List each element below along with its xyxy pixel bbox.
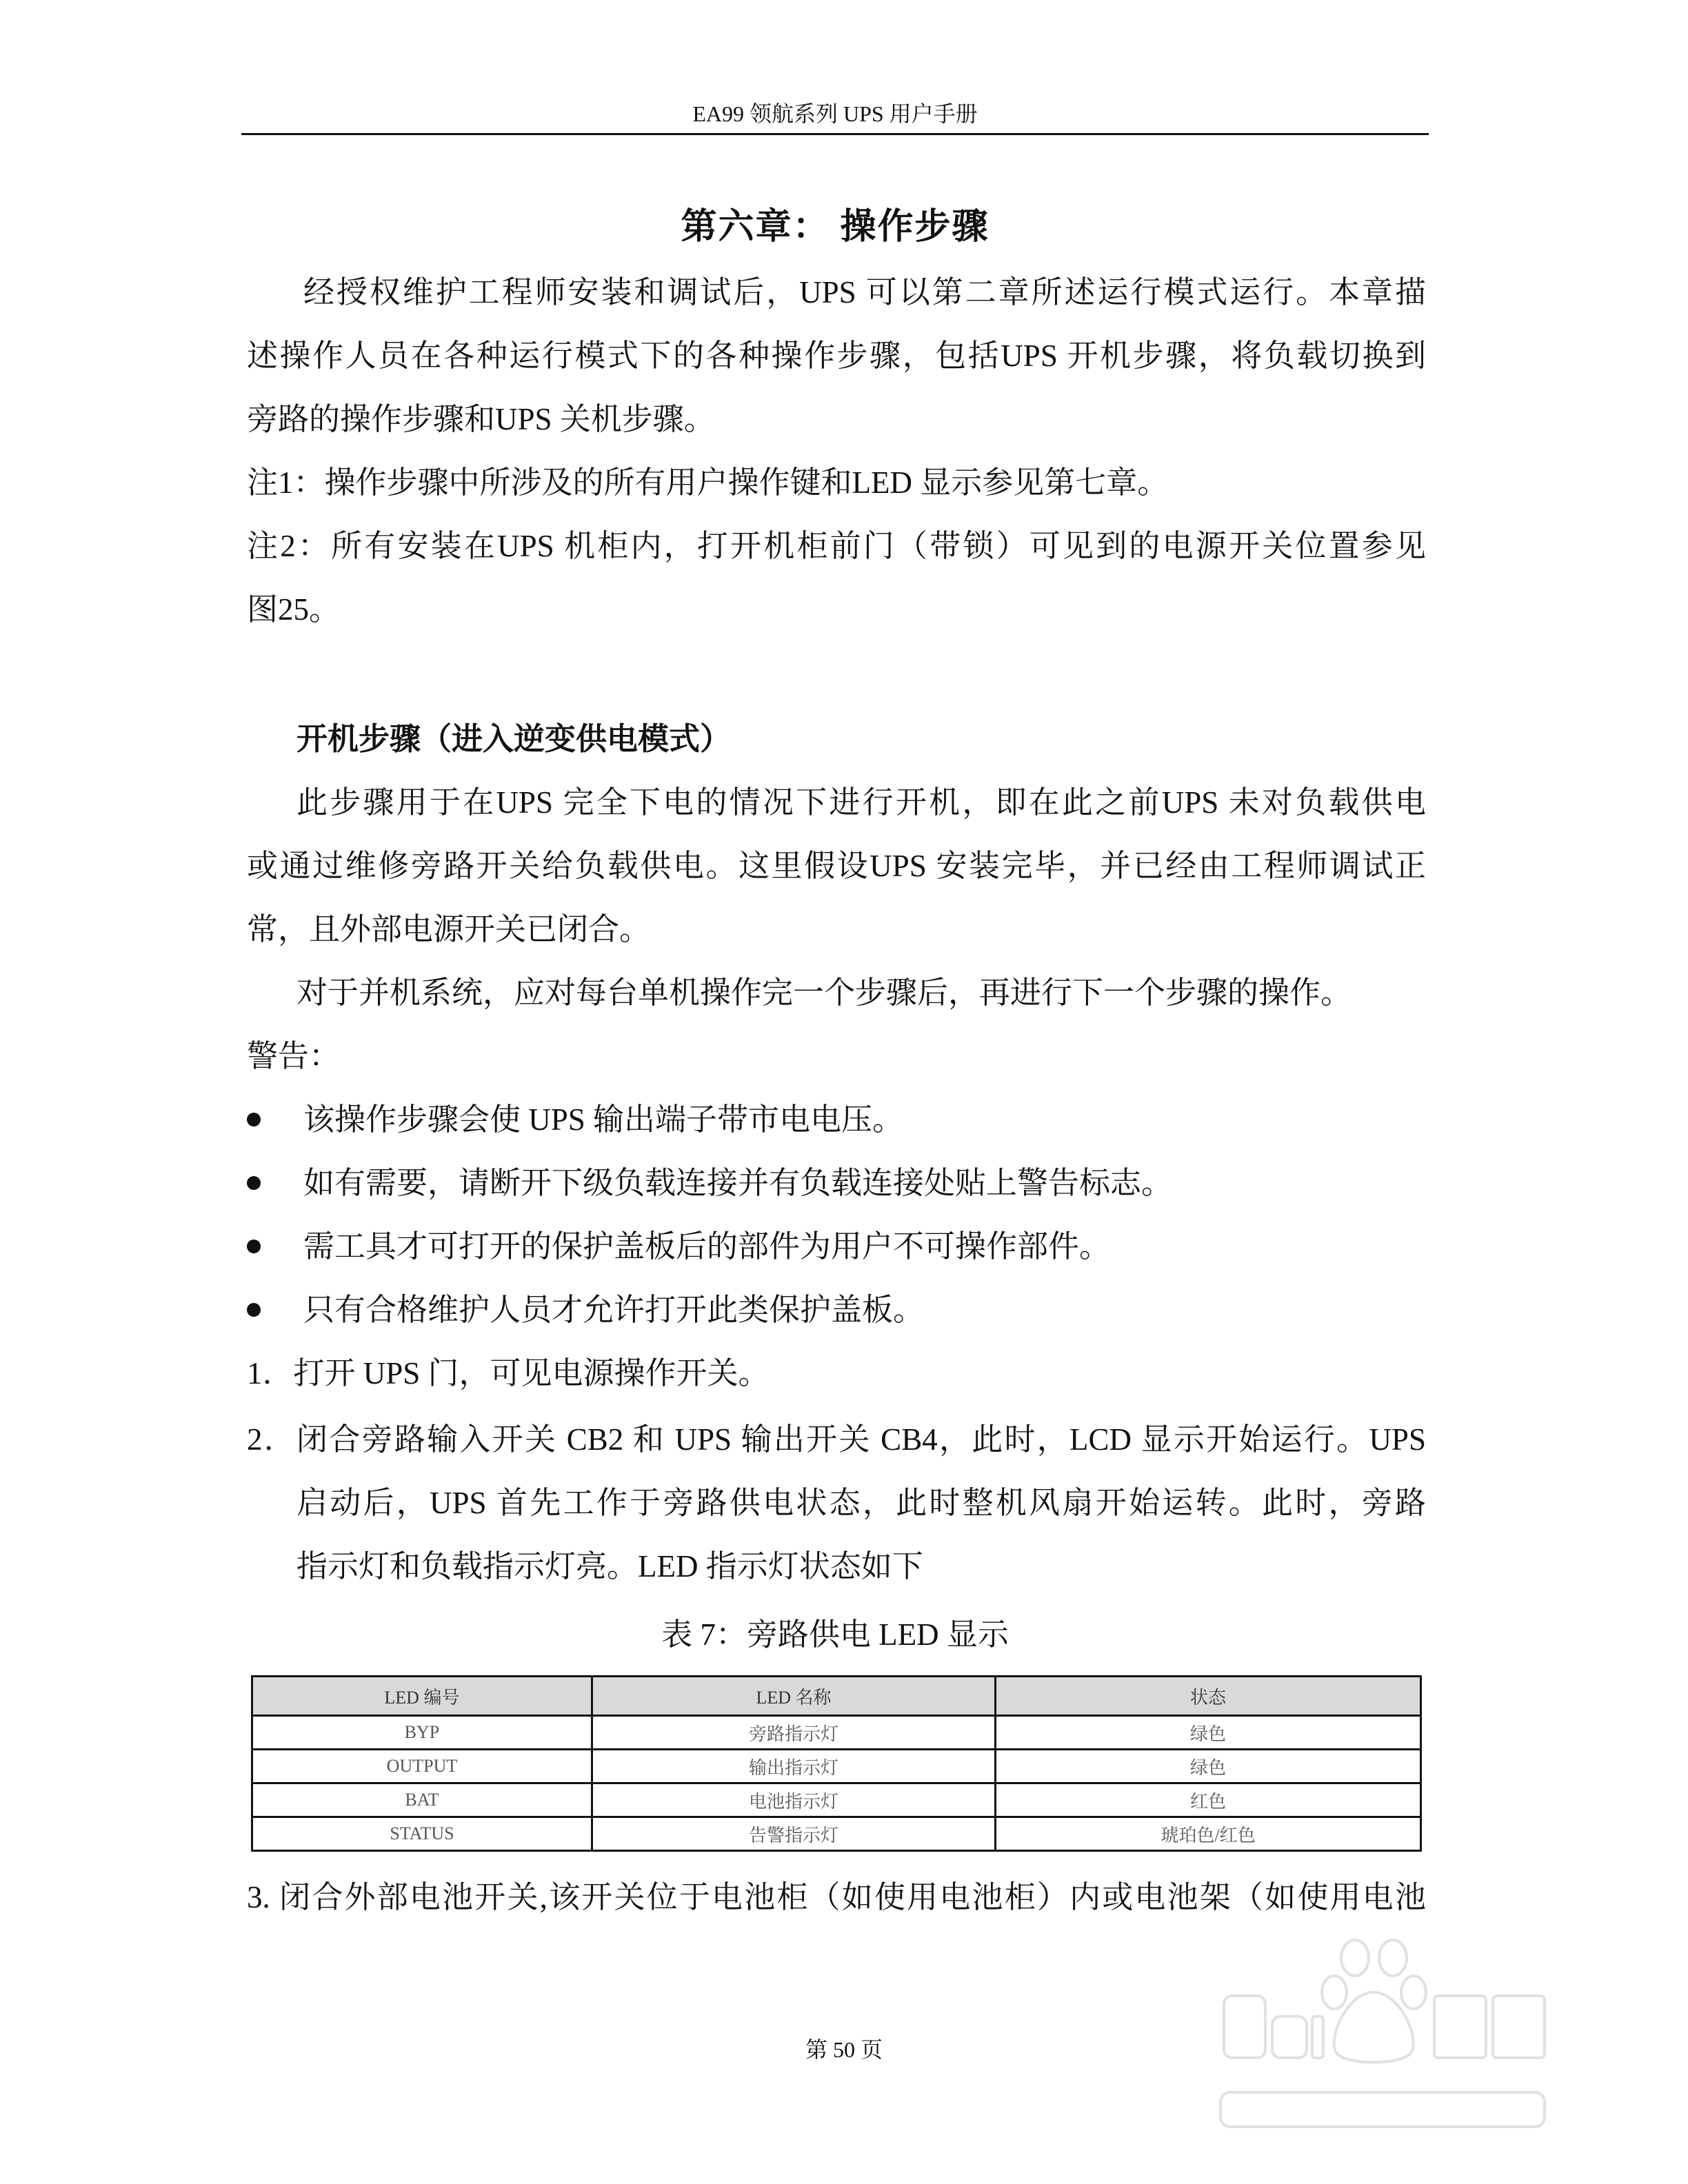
step-line: 指示灯和负载指示灯亮。LED 指示灯状态如下 bbox=[297, 1549, 923, 1584]
warning-item: 如有需要，请断开下级负载连接并有负载连接处贴上警告标志。 bbox=[303, 1166, 1173, 1200]
warning-item: 该操作步骤会使 UPS 输出端子带市电电压。 bbox=[303, 1102, 904, 1137]
table-cell: BYP bbox=[252, 1716, 592, 1750]
table-cell: 绿色 bbox=[996, 1750, 1421, 1783]
table-row bbox=[252, 1817, 1421, 1851]
page-header: EA99 领航系列 UPS 用户手册 bbox=[692, 101, 978, 126]
step-line: 1．打开 UPS 门，可见电源操作开关。 bbox=[247, 1356, 770, 1391]
table-cell: 输出指示灯 bbox=[592, 1750, 995, 1783]
table-cell: 红色 bbox=[996, 1783, 1421, 1817]
section-para-line: 对于并机系统，应对每台单机操作完一个步骤后，再进行下一个步骤的操作。 bbox=[297, 975, 1352, 1010]
bullet-icon bbox=[247, 1303, 261, 1317]
table-row bbox=[252, 1716, 1421, 1750]
header-rule bbox=[241, 133, 1429, 135]
table-header-row bbox=[252, 1677, 1421, 1716]
table-row bbox=[252, 1783, 1421, 1817]
intro-line: 述操作人员在各种运行模式下的各种操作步骤，包括UPS 开机步骤，将负载切换到 bbox=[247, 338, 1426, 373]
table-cell: BAT bbox=[252, 1783, 592, 1817]
section-para-line: 或通过维修旁路开关给负载供电。这里假设UPS 安装完毕，并已经由工程师调试正 bbox=[247, 849, 1426, 883]
step-line: 启动后，UPS 首先工作于旁路供电状态，此时整机风扇开始运转。此时，旁路 bbox=[297, 1486, 1426, 1520]
section-para-line: 此步骤用于在UPS 完全下电的情况下进行开机，即在此之前UPS 未对负载供电 bbox=[297, 785, 1426, 820]
table-cell: 绿色 bbox=[996, 1716, 1421, 1750]
led-table bbox=[251, 1675, 1422, 1852]
step-line: 2．闭合旁路输入开关 CB2 和 UPS 输出开关 CB4，此时，LCD 显示开始运行。UPS bbox=[247, 1422, 1426, 1457]
section-heading: 开机步骤（进入逆变供电模式） bbox=[297, 722, 732, 756]
page-number: 第 50 页 bbox=[805, 2037, 883, 2062]
note-line: 注1：操作步骤中所涉及的所有用户操作键和LED 显示参见第七章。 bbox=[247, 465, 1169, 500]
table-cell: 旁路指示灯 bbox=[592, 1716, 995, 1750]
table-cell: STATUS bbox=[252, 1817, 592, 1851]
chapter-title: 第六章： 操作步骤 bbox=[681, 208, 989, 247]
note-line: 图25。 bbox=[247, 592, 341, 627]
column-header: LED 编号 bbox=[252, 1677, 592, 1716]
warning-label: 警告： bbox=[247, 1039, 341, 1073]
intro-line: 旁路的操作步骤和UPS 关机步骤。 bbox=[247, 402, 715, 436]
section-para-line: 常，且外部电源开关已闭合。 bbox=[247, 912, 651, 947]
table-cell: 琥珀色/红色 bbox=[996, 1817, 1421, 1851]
table-cell: 告警指示灯 bbox=[592, 1817, 995, 1851]
bullet-icon bbox=[247, 1240, 261, 1253]
step-line: 3. 闭合外部电池开关,该开关位于电池柜（如使用电池柜）内或电池架（如使用电池 bbox=[247, 1880, 1426, 1914]
bullet-icon bbox=[247, 1113, 261, 1126]
warning-item: 需工具才可打开的保护盖板后的部件为用户不可操作部件。 bbox=[303, 1229, 1111, 1264]
table-row bbox=[252, 1750, 1421, 1783]
intro-line: 经授权维护工程师安装和调试后，UPS 可以第二章所述运行模式运行。本章描 bbox=[303, 275, 1426, 310]
warning-item: 只有合格维护人员才允许打开此类保护盖板。 bbox=[303, 1293, 925, 1327]
column-header: 状态 bbox=[996, 1677, 1421, 1716]
column-header: LED 名称 bbox=[592, 1677, 995, 1716]
table-caption: 表 7：旁路供电 LED 显示 bbox=[661, 1617, 1009, 1652]
bullet-icon bbox=[247, 1176, 261, 1190]
table-cell: 电池指示灯 bbox=[592, 1783, 995, 1817]
note-line: 注2：所有安装在UPS 机柜内，打开机柜前门（带锁）可见到的电源开关位置参见 bbox=[247, 529, 1426, 563]
table-cell: OUTPUT bbox=[252, 1750, 592, 1783]
